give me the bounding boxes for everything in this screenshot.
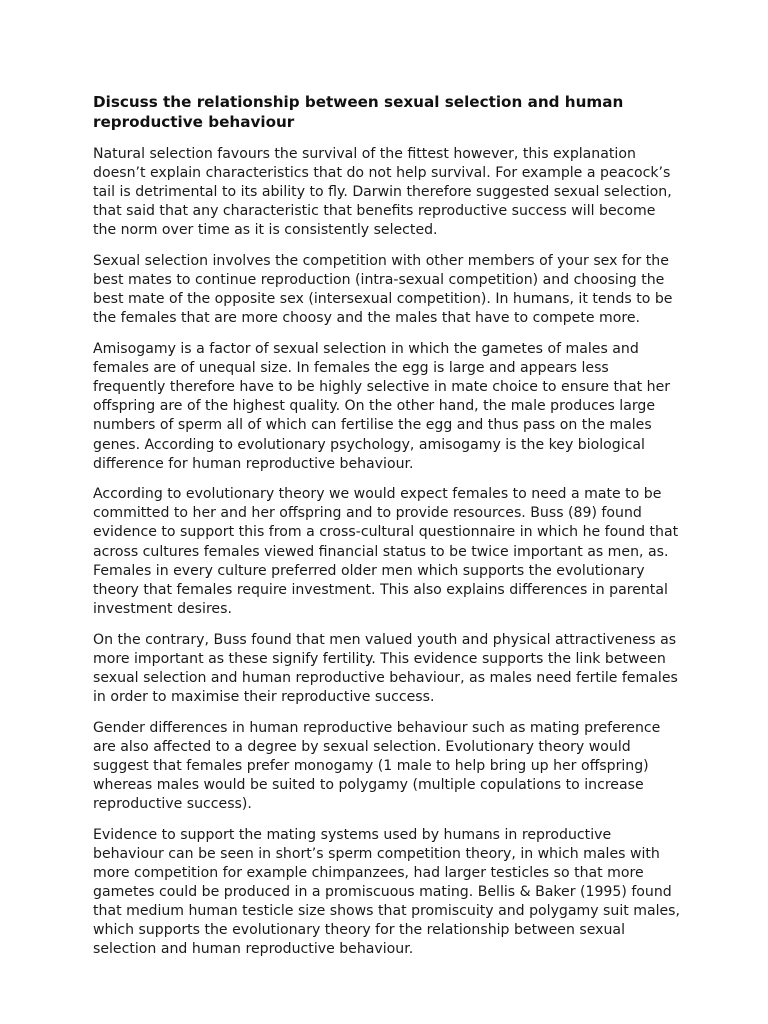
paragraph-mating-systems: Evidence to support the mating systems used by humans in reproductive behaviour can be seen in short’s sperm competition theory, in which males with more competition for example chimpanzees, had larger testicles so that more gametes could be produced in a promiscuous mating. Bellis & Baker (1995) found that medium human testicle size shows that promiscuity and polygamy suit males, which supports the evolutionary theory for the relationship between sexual selection and human reproductive behaviour. <box>93 826 681 958</box>
paragraph-evolutionary-theory: According to evolutionary theory we would expect females to need a mate to be committed to her and her offspring and to provide resources. Buss (89) found evidence to support this from a cross-cultural questionnaire in which he found that across cultures females viewed financial status to be twice important as men, as. Females in every culture preferred older men which supports the evolutionary theory that females require investment. This also explains differences in parental investment desires. <box>93 486 679 617</box>
document-body <box>93 92 681 971</box>
paragraph-buss-men: On the contrary, Buss found that men valued youth and physical attractiveness as more important as these signify fertility. This evidence supports the link between sexual selection and human reproductive behaviour, as males need fertile females in order to maximise their reproductive success. <box>93 631 678 705</box>
document-title: Discuss the relationship between sexual selection and human reproductive behaviour <box>93 93 624 131</box>
paragraph-gender-differences: Gender differences in human reproductive behaviour such as mating preference are also affected to a degree by sexual selection. Evolutionary theory would suggest that females prefer monogamy (1 male to help bring up her offspring) whereas males would be suited to polygamy (multiple copulations to increase reproductive success). <box>93 719 661 812</box>
paragraph-natural-selection: Natural selection favours the survival of the fittest however, this explanation doesn’t explain characteristics that do not help survival. For example a peacock’s tail is detrimental to its ability to fly. Darwin therefore suggested sexual selection, that said that any characteristic that benefits reproductive success will become the norm over time as it is consistently selected. <box>93 146 672 239</box>
paragraph-amisogamy: Amisogamy is a factor of sexual selection in which the gametes of males and females are of unequal size. In females the egg is large and appears less frequently therefore have to be highly selective in mate choice to ensure that her offspring are of the highest quality. On the other hand, the male produces large numbers of sperm all of which can fertilise the egg and thus pass on the males genes. According to evolutionary psychology, amisogamy is the key biological difference for human reproductive behaviour. <box>93 341 671 472</box>
paragraph-sexual-selection: Sexual selection involves the competition with other members of your sex for the best mates to continue reproduction (intra-sexual competition) and choosing the best mate of the opposite sex (intersexual competition). In humans, it tends to be the females that are more choosy and the males that have to compete more. <box>93 253 673 327</box>
